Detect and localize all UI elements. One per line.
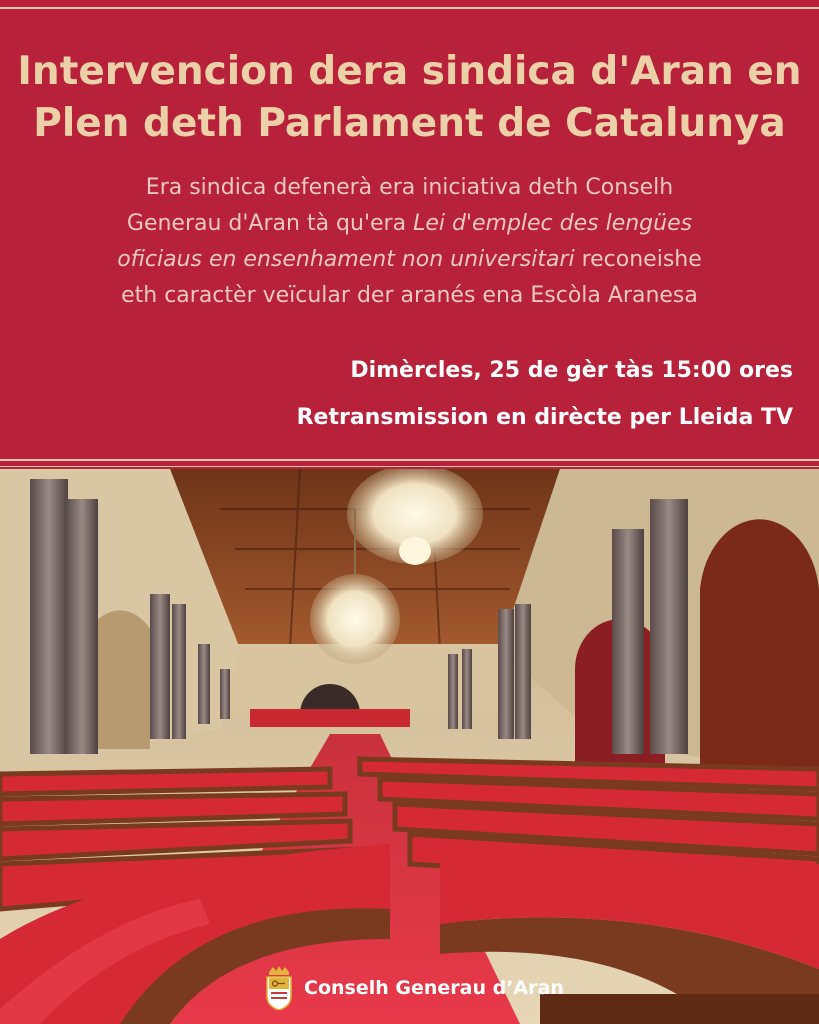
top-divider [0,7,819,9]
description-line-3 [25,242,794,278]
description-line-2-plain: Generau d'Aran tà qu'era [126,211,414,236]
middle-divider [0,459,819,461]
law-title-part-2: oficiaus en ensenhament non universitari [117,247,575,272]
event-date: Dimèrcles, 25 de gèr tàs 15:00 ores [350,358,793,383]
title-line-2: Plen deth Parlament de Catalunya [33,101,786,146]
description-line-3-plain: reconeishe [574,247,702,272]
logo-text: Conselh Generau d’Aran [304,977,564,999]
broadcast-info: Retransmission en dirècte per Lleida TV [296,405,793,430]
aran-coat-of-arms-icon [264,966,294,1010]
description-line-2 [25,206,794,242]
footer-logo [264,966,564,1010]
description-line-4: eth caractèr veïcular der aranés ena Escòla Aranesa [121,283,698,308]
title-line-1: Intervencion dera sindica d'Aran en [17,49,802,94]
description-line-1: Era sindica defenerà era iniciativa deth Conselh [145,175,674,200]
law-title-part-1: Lei d'emplec des lengües [413,211,693,236]
middle-divider-thin [0,466,819,467]
parliament-chamber-image [0,469,819,1024]
description [25,170,794,314]
page-title [0,46,819,150]
